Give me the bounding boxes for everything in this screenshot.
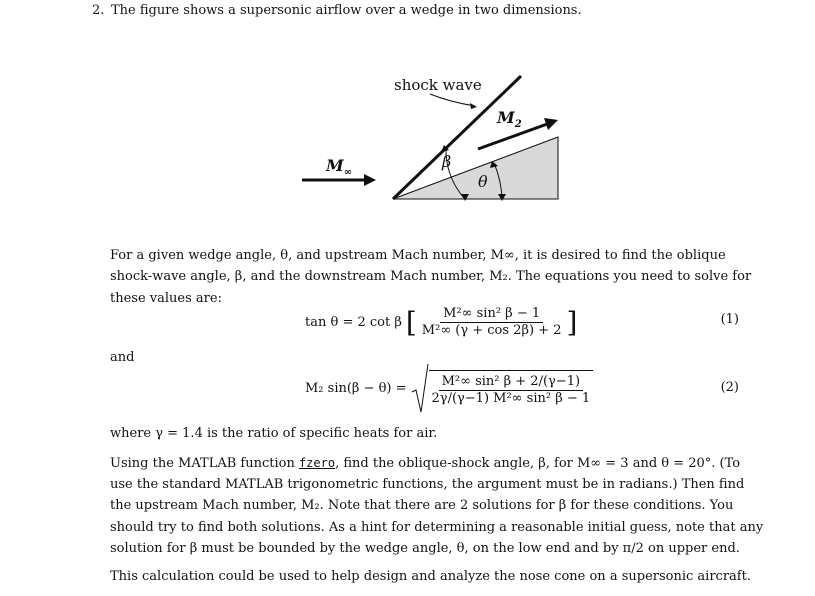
para2-line3: the upstream Mach number, M₂. Note that there are 2 solutions for β for these conditions. You <box>110 498 734 513</box>
theta-label: θ <box>478 172 488 191</box>
shock-pointer <box>430 94 475 106</box>
para2-line1: Using the MATLAB function fzero, find the oblique-shock angle, β, for M∞ = 3 and θ = 20°. (To <box>110 456 741 471</box>
shock-wave-label: shock wave <box>394 76 482 94</box>
beta-label: β <box>442 152 452 171</box>
eq1-lhs: tan θ = 2 cot β <box>305 314 402 330</box>
para2-line2: use the standard MATLAB trigonometric functions, the argument must be in radians.) Then find <box>110 477 745 492</box>
eq1-number: (1) <box>720 312 739 327</box>
eq2-number: (2) <box>720 380 739 395</box>
para2-line5: solution for β must be bounded by the wedge angle, θ, on the low end and by π/2 on upper end. <box>110 541 740 556</box>
closing-text: This calculation could be used to help design and analyze the nose cone on a supersonic aircraft. <box>110 569 751 584</box>
m2-arrow-head <box>544 118 558 130</box>
sqrt-sign <box>411 362 429 414</box>
para1-line1: For a given wedge angle, θ, and upstream Mach number, M∞, it is desired to find the oblique <box>110 248 726 263</box>
eq2-lhs: M₂ sin(β − θ) = <box>305 380 407 396</box>
para1-line2: shock-wave angle, β, and the downstream Mach number, M₂. The equations you need to solve for <box>110 269 752 284</box>
equation-2 <box>305 362 593 414</box>
problem-number: 2. <box>92 3 105 18</box>
problem-statement: The figure shows a supersonic airflow over a wedge in two dimensions. <box>111 3 582 18</box>
m2-label: $M_2$ <box>497 108 522 131</box>
minf-label: $M_\infty$ <box>326 156 353 179</box>
minf-arrow-head <box>364 174 376 186</box>
fzero-code: fzero <box>298 456 336 470</box>
and-text: and <box>110 350 135 365</box>
eq1-fraction: $\frac{\text{M²∞ sin² β − 1}}{\text{M²∞ (γ + cos 2β) + 2}}$ <box>421 305 562 338</box>
equation-1: tan θ = 2 cot β [ $\frac{\text{M²∞ sin² β − 1}}{\text{M²∞ (γ + cos 2β) + 2}}$ ] <box>305 305 578 339</box>
para2-line4: should try to find both solutions. As a hint for determining a reasonable initial guess, note that any <box>110 520 764 535</box>
wedge-shape <box>393 137 558 199</box>
eq2-fraction: $\frac{\text{M²∞ sin² β + 2/(γ−1)}}{\text{2γ/(γ−1) M²∞ sin² β − 1}}$ <box>429 370 594 407</box>
where-text: where γ = 1.4 is the ratio of specific heats for air. <box>110 426 438 441</box>
para1-line3: these values are: <box>110 291 222 306</box>
